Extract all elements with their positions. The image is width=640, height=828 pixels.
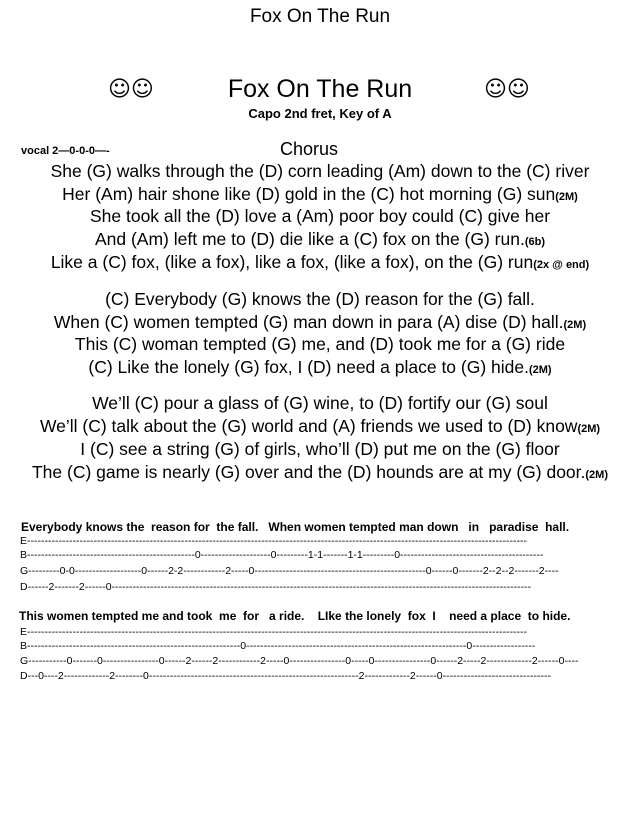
lyric-line: (C) Everybody (G) knows the (D) reason for the (G) fall. <box>105 289 535 309</box>
lyric-line: She (G) walks through the (D) corn leading (Am) down to the (C) river <box>50 161 590 181</box>
tab-lyric-line: Everybody knows the reason for the fall. When women tempted man down in paradise hall. <box>21 520 570 534</box>
tab-string-b: B------------------------------------------------0--------------------0---------1-1-------1-1---------0----------------------------------------- <box>20 549 544 561</box>
lyric-line: This (C) woman tempted (G) me, and (D) took me for a (G) ride <box>74 334 566 354</box>
vocal-note: vocal 2—0-0-0—- <box>21 145 110 157</box>
tab-string-d: D------2-------2------0------------------------------------------------------------------------------------------------------------------------ <box>20 581 532 593</box>
tab-string-e: E----------------------------------------------------------------------------------------------------------------------------------------------- <box>20 626 528 638</box>
tab-string-d: D---0----2-------------2--------0------------------------------------------------------------2-------------2------0------------------------------- <box>20 670 551 682</box>
tab-lyric-line: This women tempted me and took me for a ride. LIke the lonely fox I need a place to hide. <box>19 609 571 623</box>
tab-string-b: B-------------------------------------------------------------0---------------------------------------------------------------0------------------ <box>20 640 536 652</box>
lyric-line: Her (Am) hair shone like (D) gold in the (C) hot morning (G) sun(2M) <box>62 184 578 204</box>
lyric-line: I (C) see a string (G) of girls, who’ll (D) put me on the (G) floor <box>80 439 560 459</box>
chorus-label: Chorus <box>279 139 339 159</box>
lyric-line: The (C) game is nearly (G) over and the (D) hounds are at my (G) door.(2M) <box>31 462 608 482</box>
capo-key-note: Capo 2nd fret, Key of A <box>248 106 392 121</box>
tab-string-e: E----------------------------------------------------------------------------------------------------------------------------------------------- <box>20 535 528 547</box>
lyric-line: Like a (C) fox, (like a fox), like a fox, (like a fox), on the (G) run(2x @ end) <box>50 252 590 272</box>
smiley-face-icon-left: ☺☺ <box>108 77 154 102</box>
page-header-title: Fox On The Run <box>249 6 391 27</box>
lyric-line: We’ll (C) talk about the (G) world and (A) friends we used to (D) know(2M) <box>39 416 601 436</box>
lyric-line: (C) Like the lonely (G) fox, I (D) need a place to (G) hide.(2M) <box>88 357 552 377</box>
tab-string-g: G-----------0-------0----------------0------2------2------------2-----0----------------0-----0----------------0------2-----2-------------2------0---- <box>20 655 579 667</box>
song-heading <box>0 73 640 109</box>
lyric-line: We’ll (C) pour a glass of (G) wine, to (D) fortify our (G) soul <box>92 393 548 413</box>
lyric-line: And (Am) left me to (D) die like a (C) fox on the (G) run.(6b) <box>94 229 546 249</box>
song-title: Fox On The Run <box>227 75 413 103</box>
lyric-line: When (C) women tempted (G) man down in para (A) dise (D) hall.(2M) <box>53 312 587 332</box>
tab-string-g: G---------0-0-------------------0------2-2------------2-----0-------------------------------------------------0------0-------2--2--2-------2---- <box>20 565 559 577</box>
smiley-face-icon-right: ☺☺ <box>484 77 530 102</box>
lyric-line: She took all the (D) love a (Am) poor boy could (C) give her <box>89 206 551 226</box>
